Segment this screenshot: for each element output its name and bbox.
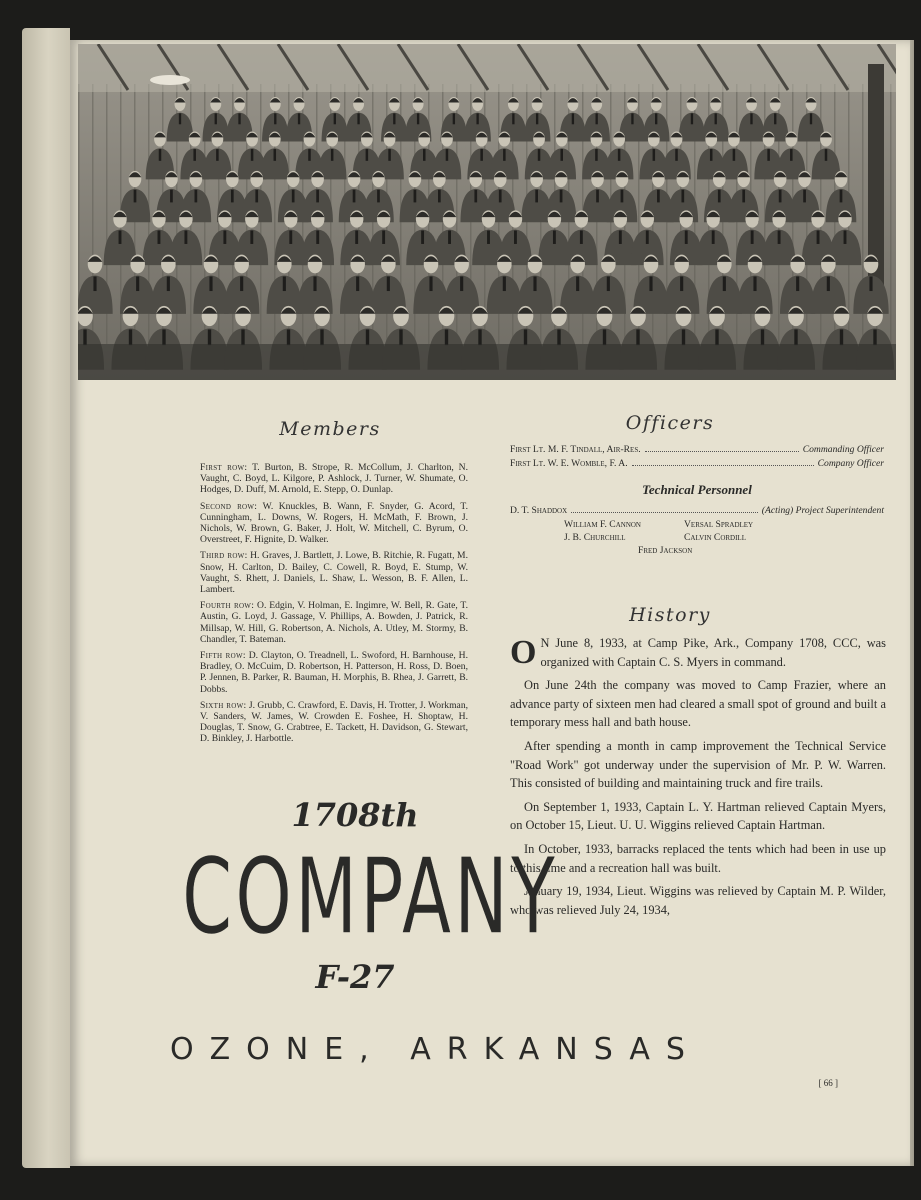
company-group-photo <box>78 44 896 380</box>
history-text <box>510 634 886 924</box>
tech-name-5: Fred Jackson <box>638 545 693 556</box>
history-paragraph-4: On September 1, 1933, Captain L. Y. Hartman relieved Captain Myers, on October 15, Lieut. U. U. Wiggins relieved Captain Hartman. <box>510 799 886 833</box>
history-paragraph-5: In October, 1933, barracks replaced the tents which had been in use up to this time and a recreation hall was built. <box>510 841 886 875</box>
tech-name-1: William F. Cannon <box>564 519 641 530</box>
group-photo-image <box>78 44 896 380</box>
tech-name-3: J. B. Churchill <box>564 532 626 543</box>
history-heading: History <box>629 604 711 626</box>
yearbook-page <box>70 40 910 1166</box>
drop-cap: O <box>510 634 537 671</box>
members-row-2: Second row: W. Knuckles, B. Wann, F. Snyder, G. Acord, T. Cunningham, L. Downs, W. Rogers, H. McMath, F. Brown, J. Nichols, W. Brown, G. Baker, J. Holt, W. Mitchell, C. Byrum, O. Overstreet, F. Hignite, D. Walker. <box>200 500 468 546</box>
page-number: [ 66 ] <box>818 1078 838 1088</box>
officers-heading: Officers <box>625 412 715 434</box>
officer-commanding: First Lt. M. F. Tindall, Air-Res. Commanding Officer <box>510 444 884 455</box>
officer-company: First Lt. W. E. Womble, F. A. Company Officer <box>510 458 884 469</box>
company-number: 1708th <box>291 796 419 834</box>
project-superintendent: D. T. Shaddox (Acting) Project Superintendent <box>510 505 884 516</box>
tech-name-2: Versal Spradley <box>684 519 754 530</box>
history-paragraph-2: On June 24th the company was moved to Camp Frazier, where an advance party of sixteen men had cleared a small spot of ground and built a temporary mess hall and bath house. <box>510 678 886 730</box>
technical-personnel-heading: Technical Personnel <box>642 482 752 497</box>
history-paragraph-6: January 19, 1934, Lieut. Wiggins was relieved by Captain M. P. Wilder, who was relieved July 24, 1934, <box>510 884 886 917</box>
members-row-6: Sixth row: J. Grubb, C. Crawford, E. Davis, H. Trotter, J. Workman, V. Sanders, W. James, W. Crowden E. Foshee, H. Shoptaw, H. Douglas, T. Snow, G. Crabtree, E. Tackett, H. Davidson, G. Stewart, D. Binkley, J. Harbottle. <box>200 699 469 745</box>
members-row-4: Fourth row: O. Edgin, V. Holman, E. Ingimre, W. Bell, R. Gate, T. Austin, G. Loyd, J. Gassage, V. Phillips, A. Bowden, J. Patrick, R. Millsap, W. Hill, G. Robertson, A. Nichols, A. Utley, M. Stormy, B. Chandler, T. Bateman. <box>200 600 468 645</box>
members-list <box>200 462 468 750</box>
members-row-3: Third row: H. Graves, J. Bartlett, J. Lowe, B. Ritchie, R. Fugatt, M. Snow, H. Carlton, D. Bailey, C. Cowell, R. Boyd, E. Stump, W. Vaught, S. Rhett, J. Daniels, L. Shaw, L. Wesson, B. F. Allen, L. Lambert. <box>200 550 468 596</box>
members-row-5: Fifth row: D. Clayton, O. Treadnell, L. Swoford, H. Barnhouse, H. Bradley, O. McCuim, D. Robertson, H. Patterson, H. Ross, D. Boen, P. Jennen, B. Parker, R. Bauman, H. Morphis, B. Rhea, J. Garrett, B. Dobbs. <box>200 650 468 695</box>
members-row-1: First row: T. Burton, B. Strope, R. McCollum, J. Charlton, N. Vaught, C. Boyd, L. Kilgore, P. Ashlock, J. Turner, W. Shumate, O. Hodges, D. Duff, M. Arnold, E. Stepp, O. Dunlap. <box>200 462 468 496</box>
history-paragraph-3: After spending a month in camp improvement the Technical Service "Road Work" got underway under the supervision of Mr. P. W. Warren. This consisted of building and maintaining truck and fire trails. <box>510 738 886 791</box>
company-word: COMPANY <box>182 835 558 957</box>
location-title: OZONE, ARKANSAS <box>170 1032 701 1067</box>
members-heading: Members <box>279 418 381 440</box>
camp-code: F-27 <box>315 958 395 996</box>
tech-name-4: Calvin Cordill <box>684 532 746 543</box>
history-paragraph-1: O N June 8, 1933, at Camp Pike, Ark., Company 1708, CCC, was organized with Captain C. S. Myers in command. <box>510 634 886 671</box>
book-spine <box>22 28 70 1168</box>
